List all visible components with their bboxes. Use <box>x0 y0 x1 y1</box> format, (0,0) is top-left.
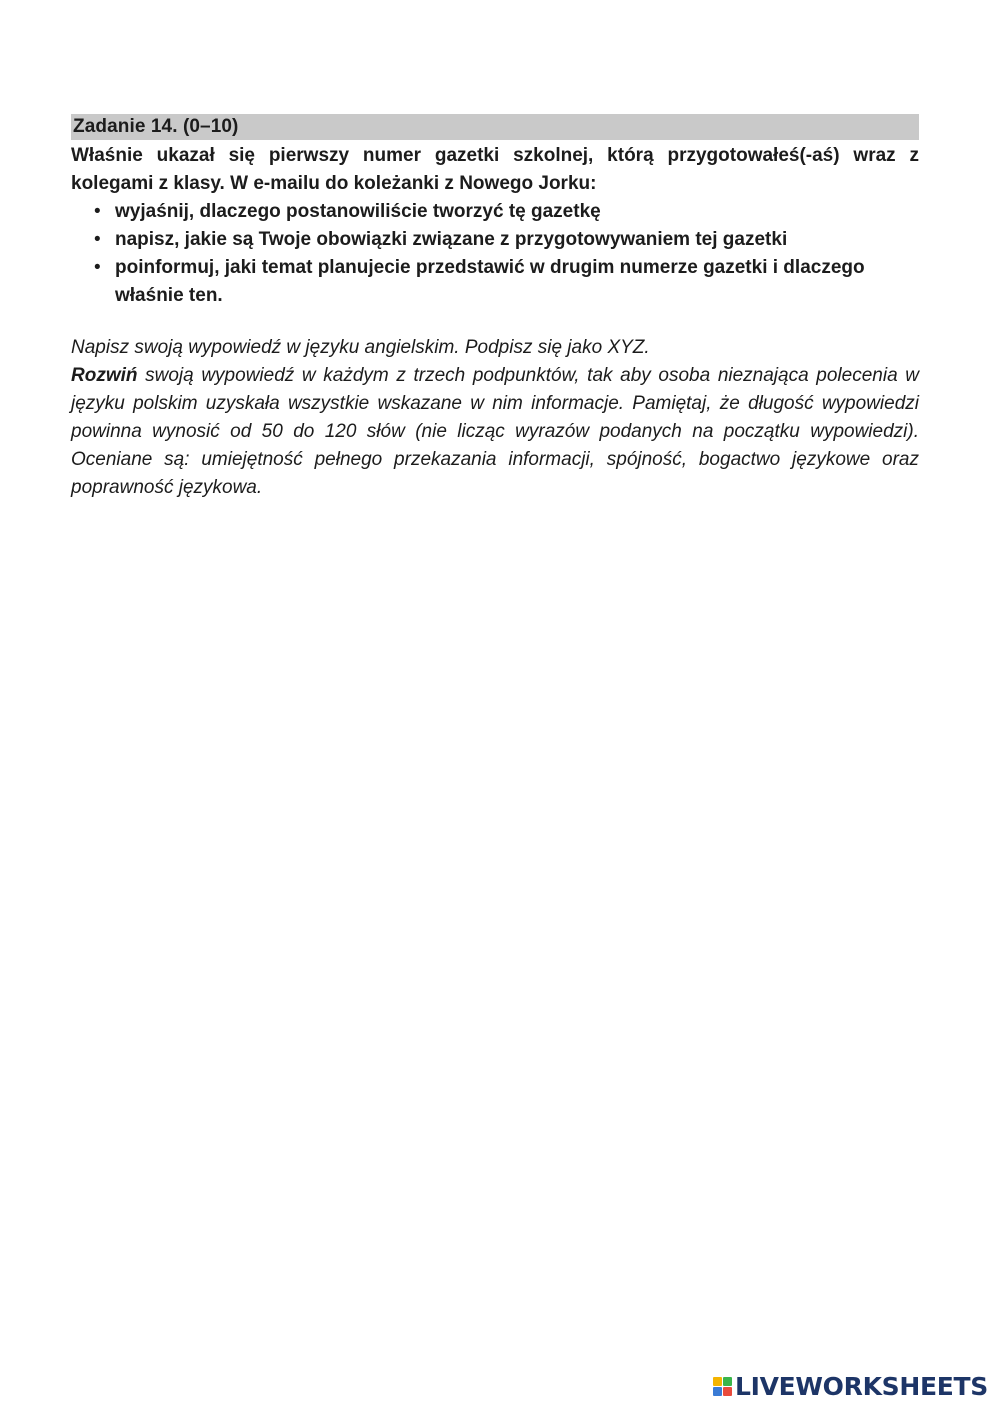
bullet-icon: • <box>94 229 101 250</box>
task-block <box>71 114 919 502</box>
instruction-line-1: Napisz swoją wypowiedź w języku angielskim. Podpisz się jako XYZ. <box>71 337 650 358</box>
task-instruction <box>71 334 919 502</box>
logo-square-2 <box>723 1377 732 1386</box>
task-bullet-item <box>71 198 919 226</box>
logo-square-3 <box>713 1387 722 1396</box>
bullet-text: poinformuj, jaki temat planujecie przedstawić w drugim numerze gazetki i dlaczego właśnie ten. <box>115 257 865 306</box>
instruction-rest: swoją wypowiedź w każdym z trzech podpunktów, tak aby osoba nieznająca polecenia w języku polskim uzyskała wszystkie wskazane w nim informacje. Pamiętaj, że długość wypowiedzi powinna wynosić od 50 do 120 słów (nie licząc wyrazów podanych na początku wypowiedzi). Oceniane są: umiejętność pełnego przekazania informacji, spójność, bogactwo językowe oraz poprawność językowa. <box>71 365 919 498</box>
task-bullet-list <box>71 198 919 310</box>
liveworksheets-logo <box>713 1366 988 1406</box>
bullet-text: napisz, jakie są Twoje obowiązki związane z przygotowywaniem tej gazetki <box>115 229 788 250</box>
logo-square-1 <box>713 1377 722 1386</box>
logo-mark-icon <box>713 1377 732 1396</box>
task-bullet-item <box>71 254 919 310</box>
bullet-icon: • <box>94 257 101 278</box>
instruction-paragraph <box>71 362 919 502</box>
logo-text: LIVEWORKSHEETS <box>734 1371 988 1401</box>
instruction-bold-word: Rozwiń <box>71 365 138 386</box>
bullet-text: wyjaśnij, dlaczego postanowiliście tworzyć tę gazetkę <box>115 201 601 222</box>
bullet-icon: • <box>94 201 101 222</box>
task-intro: Właśnie ukazał się pierwszy numer gazetki szkolnej, którą przygotowałeś(-aś) wraz z kolegami z klasy. W e-mailu do koleżanki z Nowego Jorku: <box>71 145 919 194</box>
logo-square-4 <box>723 1387 732 1396</box>
task-header: Zadanie 14. (0–10) <box>71 114 919 140</box>
task-bullet-item <box>71 226 919 254</box>
